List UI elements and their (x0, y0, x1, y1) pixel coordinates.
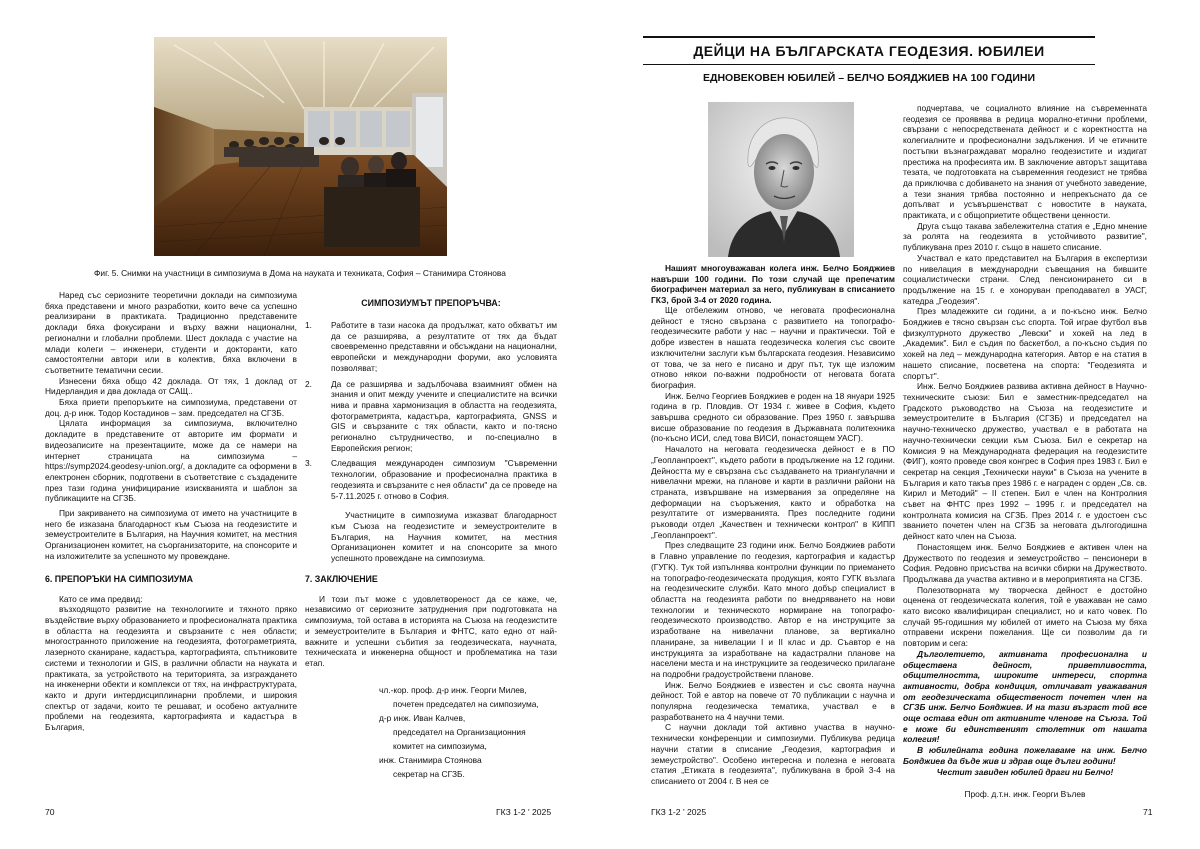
paragraph: Цялата информация за симпозиума, включително докладите в представените от авторите им формати и видеозаписите на презентациите, може да се намери на интернет страницата на симпозиума – https://symp2024.geodesy-union.org/, а докладите са оформени в електронен сборник, подготвени в съответствие с създадените през тази година унифицирание изискванията и шаблон за публикациите на СГЗБ. (45, 418, 297, 504)
recommendations-list (305, 320, 557, 501)
signature-line: д-р инж. Иван Калчев, (379, 712, 466, 723)
signature-line: комитет на симпозиума, (393, 740, 487, 751)
paragraph: Друга също такава забележителна статия е „Едно мнение за ролята на геодезията в устойчивото развитие", публикувана през 2010 г. също в нашето списание. (903, 220, 1147, 253)
paragraph: Инж. Белчо Георгиев Бояджиев е роден на 18 януари 1925 година в гр. Пловдив. От 1934 г. живее в София, където завършва средното си образование. През 1950 г. завършва висше образование по геодезия в Държавната политехника (по-късно ИСИ, след това ВИСИ, понастоящем УАСГ). (651, 390, 895, 444)
symposium-photo (154, 37, 447, 256)
paragraph: Инж. Белчо Бояджиев развива активна дейност в Научно-техническите съюзи: Бил е заместник-председател на Градското ръководство на Съюза на геодезистите и земеустроителите в България (СГЗБ) и председател на научно-техническо дружество, участвал е в работата на научно-технически секции към Съюза. Бил е секретар на Комисия 9 на Международната федерация на геодезистите (ФИГ), която проведе своя конгрес в София през 1983 г. Бил е секретар на секция „Технически науки" в Съюза на учените в България и като такъв през 1986 г. е награден с орден „Св. св. Кирил и Методий" – II степен. Бил е член на Контролния съвет на ФНТС през 1992 – 1995 г. и председател на контролната комисия на СГЗБ. През 2014 г. е удостоен със званието почетен член на СГЗБ за неговата дългогодишна дейност като член на Съюза. (903, 381, 1147, 542)
paragraph: При закриването на симпозиума от името на участниците в него бе изказана благодарност към Съюза на геодезистите и земеустроителите в България, на Научния комитет, на местния Организационен комитет, на съорганизаторите, на спонсорите и на изложителите за успешното му провеждане. (45, 508, 297, 561)
paragraph: През следващите 23 години инж. Белчо Бояджиев работи в Главно управление по геодезия, картография и кадастър (ГУГК). Тук той изпълнява контролни функции по приемането на топографо-геодезическата продукция, която ГУГК възлага на геодезическите служби. Като много добър специалист в областта на геодезията работи по внедряването на нови технологии и техническото нормиране на топографо-геодезическото производство. Автор е на инструкците за изработване на нивелачни планове, за вертикално планиране, за нивелации I и II клас и др. Съавтор е на инструкцията за изработване на кадастрални планове на населени места и на инструкциите за геодезическо прилагане на подробни градоустройствени планове. (651, 540, 895, 679)
tribute-paragraph: Дълголетието, активната професионална и обществена дейност, приветливостта, общителността, широките интереси, спортна активности, добра кондиция, отличават уважавания от геодезическата общественост почетен член на СГЗБ инж. Белчо Бояджиев. И на тази възраст той все още остава един от активните членове на Съюза. Той е може би единственият столетник от нашата колегия! (903, 648, 1147, 745)
list-item-text: Работите в тази насока да продължат, като обхватът им да се разширява, а резултатите от тях да бъдат своевременно представяни и обсъждани на национални, европейски и международни форуми, ако условията позволяват; (331, 320, 557, 373)
paragraph: Ще отбележим отново, че неговата професионална дейност е тясно свързана с развитието на топографо-геодезическите работи у нас – научни и практически. Той е добре известен в нашата геодезическа колегия със своите изключителни заслуги към българската геодезия. Независимо от това, че за него е писано и друг път, тук ще изложим отново някои по-важни подробности от неговата богата биография. (651, 305, 895, 390)
paragraph: Инж. Белчо Бояджиев е известен и със своята научна дейност. Той е автор на повече от 70 публикации с научна и популярна геодезическа тематика, участвал е в разработването на 4 научни теми. (651, 679, 895, 722)
article-title: ЕДНОВЕКОВЕН ЮБИЛЕЙ – БЕЛЧО БОЯДЖИЕВ НА 100 ГОДИНИ (702, 72, 1036, 84)
right-column-2 (903, 103, 1147, 800)
paragraph: И този път може с удовлетвореност да се каже, че, независимо от сериозните затруднения при подготовката на симпозиума, той остава в историята на Съюза на геодезистите и земеустроителите в България и ФНТС, като едно от най-важните и успешни събития за геодезическата, научната, техническата и инженерна общност и проблематика на тази етап. (305, 593, 557, 668)
paragraph: С научни доклади той активно участва в научно-технически конференции и симпозиуми. Публикува редица научни статии в списание „Геодезия, картография и земеустройство". Особено интересна и полезна е неговата статия „Етиката в геодезията", публикувана в брой 3-4 на списанието от 2004 г. В нея се (651, 722, 895, 786)
signature-line: секретар на СГЗБ. (393, 768, 465, 779)
signature-line: почетен председател на симпозиума, (393, 698, 539, 709)
wish-paragraph: В юбилейната година пожелаваме на инж. Белчо Бояджиев да бъде жив и здрав още дълги години! (903, 745, 1147, 766)
list-number: 3. (305, 458, 312, 469)
signature-line: чл.-кор. проф. д-р инж. Георги Милев, (379, 684, 527, 695)
paragraph: Началото на неговата геодезическа дейност е в ПО „Геопланпроект", където работи в продължение на 12 години. Дейността му е свързана със създаването на триангулачни и нивелачни мрежи, на планове и карти в различни райони на страната, извършване на измервания за определяне на деформации на съоръжения, както и обработка на резултатите от измерванията. През последните години ръководи отдел „Качествен и технически контрол" в КИПП „Геопланпроект". (651, 444, 895, 540)
paragraph: Наред със сериозните теоретични доклади на симпозиума бяха представени и много разработки, които вече са успешно реализирани в практиката. Традиционно представените доклади бяха фокусирани и върху важни национални, регионални и глобални проблеми. Шест доклада с участие на млади колеги – инженери, студенти и докторанти, като самостоятелни автори или в колектив, бяха включени в съответните тематични сесии. (45, 290, 297, 375)
paragraph: Изнесени бяха общо 42 доклада. От тях, 1 доклад от Нидерландия и два доклада от САЩ.. (45, 375, 297, 397)
paragraph: Участвал е като представител на България в експертизи по нивелация в международни съвещания на бившите социалистически страни. След пенсионирането си в продължение на 15 г. е хоноруван преподавател в УАСГ, катедра „Геодезия". (903, 252, 1147, 306)
list-number: 1. (305, 320, 312, 330)
list-item (305, 320, 557, 374)
author-signature: Проф. д.т.н. инж. Георги Вълев (964, 789, 1086, 800)
paragraph: Понастоящем инж. Белчо Бояджиев е активен член на Дружеството по геодезия и земеустройство – пенсионери в София. Редовно присъства на всички сбирки на Дружеството. Продължава да участва активно и в мероприятията на СГЗБ. (903, 541, 1147, 584)
section-banner: ДЕЙЦИ НА БЪЛГАРСКАТА ГЕОДЕЗИЯ. ЮБИЛЕИ (643, 36, 1095, 65)
congratulation-line: Честит завиден юбилей драги ни Белчо! (936, 766, 1114, 777)
paragraph: Бяха приети препоръките на симпозиума, представени от доц. д-р инж. Тодор Костадинов – зам. председател на СГЗБ. (45, 397, 297, 418)
paragraph: Участниците в симпозиума изказват благодарност към Съюза на геодезистите и земеустроителите в България, на Научния комитет, на местния Организационен комитет и на спонсорите за много успешното провеждане на симпозиума. (331, 510, 557, 564)
portrait-photo (708, 102, 854, 257)
list-number: 2. (305, 378, 312, 389)
symposium-photo-image (154, 37, 447, 256)
list-item (305, 458, 557, 501)
right-column-1 (651, 263, 895, 787)
paragraph: подчертава, че социалното влияние на съвременната геодезия се проявява в редица морално-етични проблеми, свързани с непосредствената дейност и с коректността на колегиалните и професионални задължения. И че етичните постъпки възнаграждават морално геодезистите и издигат престижа на професията им. В заключение авторът защитава тезата, че подготовката на съвременния геодезист не трябва да приключва с добиването на знания от учебното заведение, а тези знания трябва постоянно и непрекъснато да се допълват и усъвършенстват с новостите в науката, практиката, и с общоприетите обществени ценности. (903, 103, 1147, 221)
left-column-2 (305, 298, 557, 781)
list-item (305, 379, 557, 454)
section-heading-7: 7. ЗАКЛЮЧЕНИЕ (305, 573, 378, 584)
page-number: 71 (1143, 807, 1153, 817)
photo-caption: Фиг. 5. Снимки на участници в симпозиума в Дома на науката и техниката, София – Станимира Стоянова (94, 268, 506, 278)
paragraph: Като се има предвид: (59, 593, 143, 604)
portrait-caption: Нашият многоуважаван колега инж. Белчо Бояджиев навърши 100 години. По този случай ще препечатим биографичен материал за него, публикуван в списанието ГКЗ, брой 3-4 от 2020 година. (651, 263, 895, 305)
paragraph: Полезотворната му творческа дейност е достойно оценена от геодезическата колегия, той е уважаван не само като високо квалифициран специалист, но и като човек. По случай 95-годишния му юбилей от името на Съюза му бяха отправени искрени пожелания. Ще си позволим да ги повторим и сега: (903, 584, 1147, 649)
list-item-text: Да се разширява и задълбочава взаимният обмен на знания и опит между учените и специалистите на всички нива и правна хармонизация в областта на геодезията, фотограметрията, кадастъра, картографията, GNSS и GIS и свързаните с тях области, както и по-тясно регионално сътрудничество, и по-специално в Европейския регион; (331, 378, 557, 453)
signature-line: инж. Станимира Стоянова (379, 754, 482, 765)
paragraph: През младежките си години, а и по-късно инж. Белчо Бояджиев е тясно свързан със спорта. Той играе футбол във физкултурното дружество „Левски" и хокей на лед в „Академик". Бил е съдия по баскетбол, а по-късно съдия по хокей на лед – международна категория. Автор е на статия в нашето списание, посветена на спорта: "Геодезията и спортът". (903, 306, 1147, 381)
page-number: 70 (45, 807, 55, 817)
paragraph: възходящото развитие на технологиите и тяхното пряко въздействие върху образованието и професионалната практика в областта на геодезията и свързаните с нея области; многостранното приложение на геодезията, фотограметрията, лазерното сканиране, кадастъра, картографията, спътниковите системи и технологии и GIS, в различни области на науката и практиката, за устройството на територията, за изграждането на инженерни обекти и комплекси от тях, на инфраструктурата, както и други интердисциплинарни проблеми, и широкия спектър от задачи, които те решават, и особено актуалните проблеми на геодезията, картографията и кадастъра в България, (45, 604, 297, 733)
section-heading-6: 6. ПРЕПОРЪКИ НА СИМПОЗИУМА (45, 573, 193, 584)
left-column-1 (45, 290, 297, 733)
portrait-image (708, 102, 854, 257)
signature-line: председател на Организационния (393, 726, 526, 737)
recommends-heading: СИМПОЗИУМЪТ ПРЕПОРЪЧВА: (361, 298, 501, 308)
magazine-issue: ГКЗ 1-2 ' 2025 (496, 807, 552, 817)
list-item-text: Следващия международен симпозиум "Съвременни технологии, образование и професионална практика в геодезията и свързаните с нея области" да се проведе на 5-7.11.2025 г. отново в София. (331, 458, 557, 501)
magazine-issue: ГКЗ 1-2 ' 2025 (651, 807, 707, 817)
signature-block (305, 683, 557, 781)
